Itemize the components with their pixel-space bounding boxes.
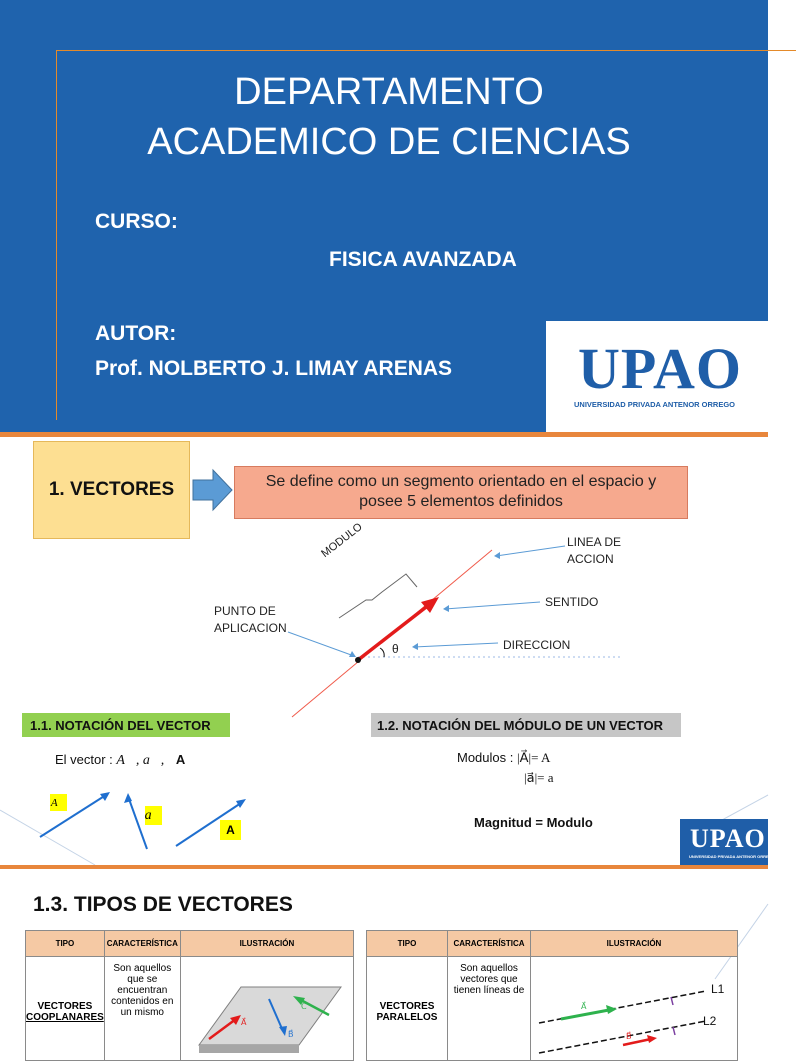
label-b-r: B⃗ [626, 1032, 632, 1041]
module-header: 1.2. NOTACIÓN DEL MÓDULO DE UN VECTOR [371, 713, 681, 737]
tipo-cell-r [367, 957, 448, 1061]
title-slide [0, 0, 768, 432]
right-arrow-icon [193, 470, 232, 510]
types-table-right [366, 930, 738, 1061]
magnitud-text: Magnitud = Modulo [474, 815, 593, 830]
caracteristica-cell: Son aquellos que se encuentran contenidos en un mismo [104, 957, 180, 1061]
ilustracion-cell [180, 957, 353, 1061]
tipo-line-2: COOPLANARES [26, 1011, 104, 1023]
logo-subtitle-small: UNIVERSIDAD PRIVADA ANTENOR ORREGO [689, 854, 775, 859]
tipo-line-2-r: PARALELOS [376, 1011, 438, 1023]
label-l1: L1 [711, 982, 725, 996]
types-slide [0, 869, 768, 1041]
logo-subtitle: UNIVERSIDAD PRIVADA ANTENOR ORREGO [574, 400, 735, 409]
upao-logo [546, 321, 776, 432]
module-line-1-value: |A⃗|= A [516, 750, 551, 765]
logo-word-small: UPAO [690, 824, 766, 853]
header-ilustracion: ILUSTRACIÓN [180, 931, 353, 957]
notation-text: El vector : [55, 752, 117, 767]
header-tipo: TIPO [26, 931, 105, 957]
header-tipo-r: TIPO [367, 931, 448, 957]
autor-value: Prof. NOLBERTO J. LIMAY ARENAS [95, 357, 453, 380]
tipo-line-1: VECTORES [37, 1000, 93, 1012]
linea-accion-label-2: ACCION [567, 552, 614, 566]
notation-bold: A [175, 752, 186, 767]
vectors-slide [0, 437, 775, 865]
sentido-label: SENTIDO [545, 595, 599, 609]
vector-label-a-small: a⃗ [145, 806, 162, 825]
title-line-1: DEPARTAMENTO [234, 71, 544, 113]
header-ilustracion-r: ILUSTRACIÓN [531, 931, 738, 957]
logo-word: UPAO [578, 336, 743, 401]
notation-header: 1.1. NOTACIÓN DEL VECTOR [22, 713, 230, 737]
direccion-label: DIRECCION [503, 638, 571, 652]
label-b: B⃗ [287, 1030, 294, 1039]
theta-label: θ [392, 642, 399, 656]
module-line-2: |a⃗|= a [524, 770, 554, 785]
label-a-r: A⃗ [581, 1002, 587, 1011]
definition-line-2: posee 5 elementos definidos [359, 493, 563, 510]
curso-label: CURSO: [95, 210, 178, 233]
modulo-label: MODULO [319, 520, 365, 561]
curso-value: FISICA AVANZADA [329, 248, 517, 271]
vector-label-a-bold: A [220, 820, 241, 840]
tipo-cell [26, 957, 105, 1061]
label-a: A⃗ [240, 1018, 247, 1027]
tipo-line-1-r: VECTORES [379, 1000, 435, 1012]
definition-box [234, 466, 688, 519]
coplanar-illustration [181, 957, 353, 1057]
linea-accion-label-1: LINEA DE [567, 535, 622, 549]
definition-line-1: Se define como un segmento orientado en el espacio y [265, 473, 657, 490]
header-caracteristica: CARACTERÍSTICA [104, 931, 180, 957]
punto-label-2: APLICACION [214, 621, 287, 635]
notation-line [55, 752, 185, 769]
section-title-box: 1. VECTORES [33, 441, 190, 539]
module-line-1-label: Modulos : [457, 750, 517, 765]
vector-label-a-cap: A⃗ [50, 794, 67, 811]
autor-label: AUTOR: [95, 322, 177, 345]
notation-symbols: A⃗, a⃗, [116, 753, 165, 768]
types-title: 1.3. TIPOS DE VECTORES [33, 893, 293, 916]
ilustracion-cell-r [531, 957, 738, 1061]
title-line-2: ACADEMICO DE CIENCIAS [147, 121, 631, 163]
upao-logo-small [680, 819, 775, 865]
module-line-1 [457, 750, 550, 766]
label-c: C⃗ [300, 1002, 307, 1011]
punto-label-1: PUNTO DE [214, 604, 276, 618]
parallel-illustration [531, 957, 737, 1057]
types-table-left [25, 930, 354, 1061]
header-caracteristica-r: CARACTERÍSTICA [448, 931, 531, 957]
label-l2: L2 [703, 1014, 717, 1028]
caracteristica-cell-r: Son aquellos vectores que tienen líneas de [448, 957, 531, 1061]
